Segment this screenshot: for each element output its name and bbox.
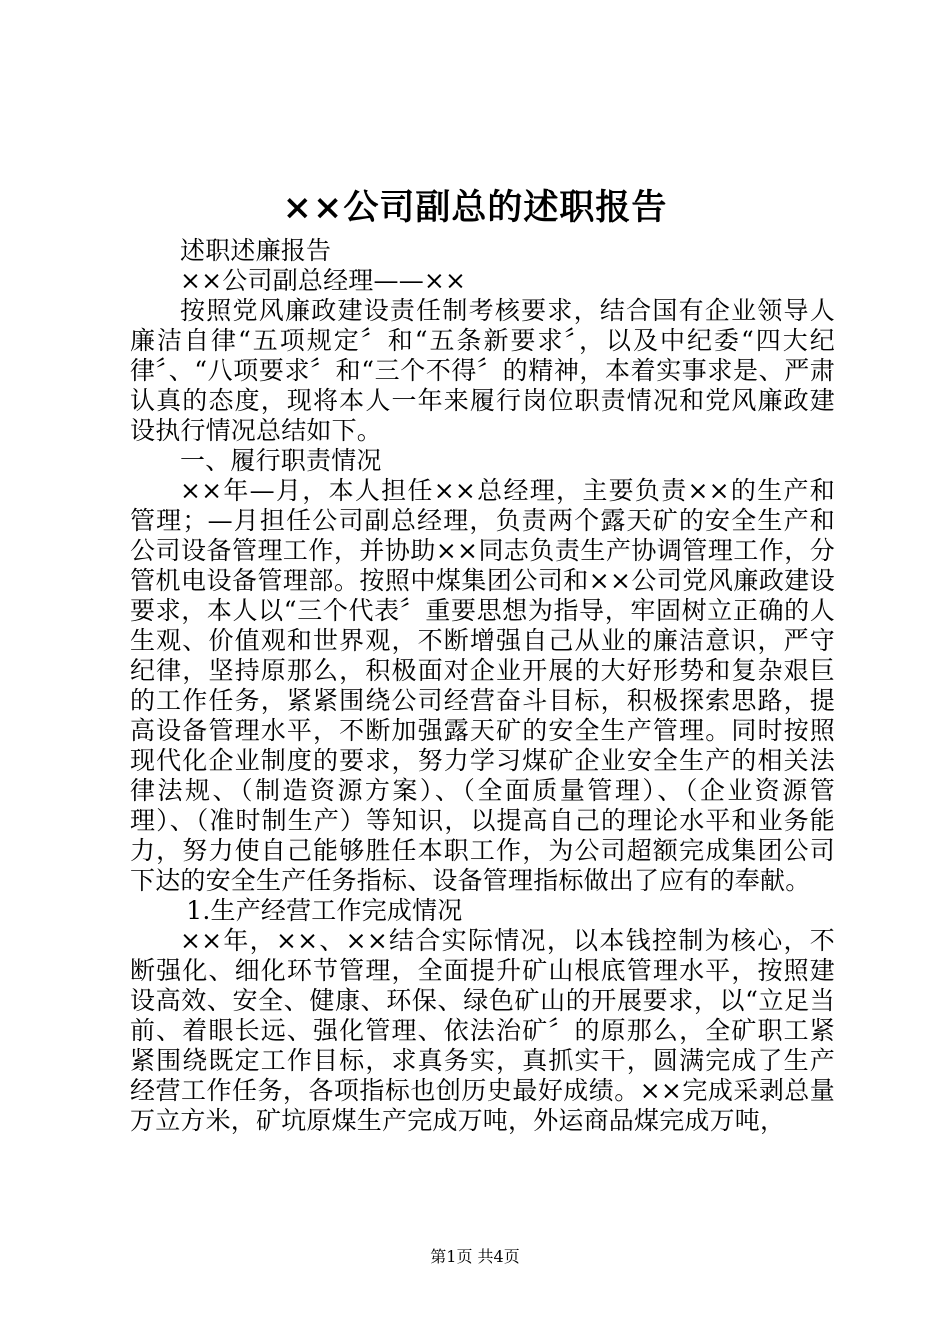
page-footer: 第1页 共4页 xyxy=(430,1247,520,1266)
production-paragraph: ××年，××、××结合实际情况，以本钱控制为核心，不断强化、细化环节管理，全面提升矿山根底管理水平，按照建设高效、安全、健康、环保、绿色矿山的开展要求，以“立足当前、着眼长远、强化管理、依法治矿〞的原那么，全矿职工紧紧围绕既定工作目标，求真务实，真抓实干，圆满完成了生产经营工作任务，各项指标也创历史最好成绩。××完成采剥总量万立方米，矿坑原煤生产完成万吨，外运商品煤完成万吨， xyxy=(130,926,835,1135)
subtitle-report-type: 述职述廉报告 xyxy=(180,236,332,265)
subsection-heading-production: 1.生产经营工作完成情况 xyxy=(186,896,463,925)
intro-paragraph: 按照党风廉政建设责任制考核要求，结合国有企业领导人廉洁自律“五项规定〞和“五条新要求〞，以及中纪委“四大纪律〞、“八项要求〞和“三个不得〞的精神，本着实事求是、严肃认真的态度，现将本人一年来履行岗位职责情况和党风廉政建设执行情况总结如下。 xyxy=(130,296,835,445)
section-heading-duties: 一、履行职责情况 xyxy=(180,446,382,475)
author-line: ××公司副总经理——×× xyxy=(180,266,467,295)
duties-paragraph: ××年—月，本人担任××总经理，主要负责××的生产和管理；—月担任公司副总经理，负责两个露天矿的安全生产和公司设备管理工作，并协助××同志负责生产协调管理工作，分管机电设备管理部。按照中煤集团公司和××公司党风廉政建设要求，本人以“三个代表〞重要思想为指导，牢固树立正确的人生观、价值观和世界观，不断增强自己从业的廉洁意识，严守纪律，坚持原那么，积极面对企业开展的大好形势和复杂艰巨的工作任务，紧紧围绕公司经营奋斗目标，积极探索思路，提高设备管理水平，不断加强露天矿的安全生产管理。同时按照现代化企业制度的要求，努力学习煤矿企业安全生产的相关法律法规、（制造资源方案）、（全面质量管理）、（企业资源管理）、（准时制生产）等知识，以提高自己的理论水平和业务能力，努力使自己能够胜任本职工作，为公司超额完成集团公司下达的安全生产任务指标、设备管理指标做出了应有的奉献。 xyxy=(130,476,835,895)
document-title: ××公司副总的述职报告 xyxy=(282,187,668,228)
document-body xyxy=(130,236,835,1136)
